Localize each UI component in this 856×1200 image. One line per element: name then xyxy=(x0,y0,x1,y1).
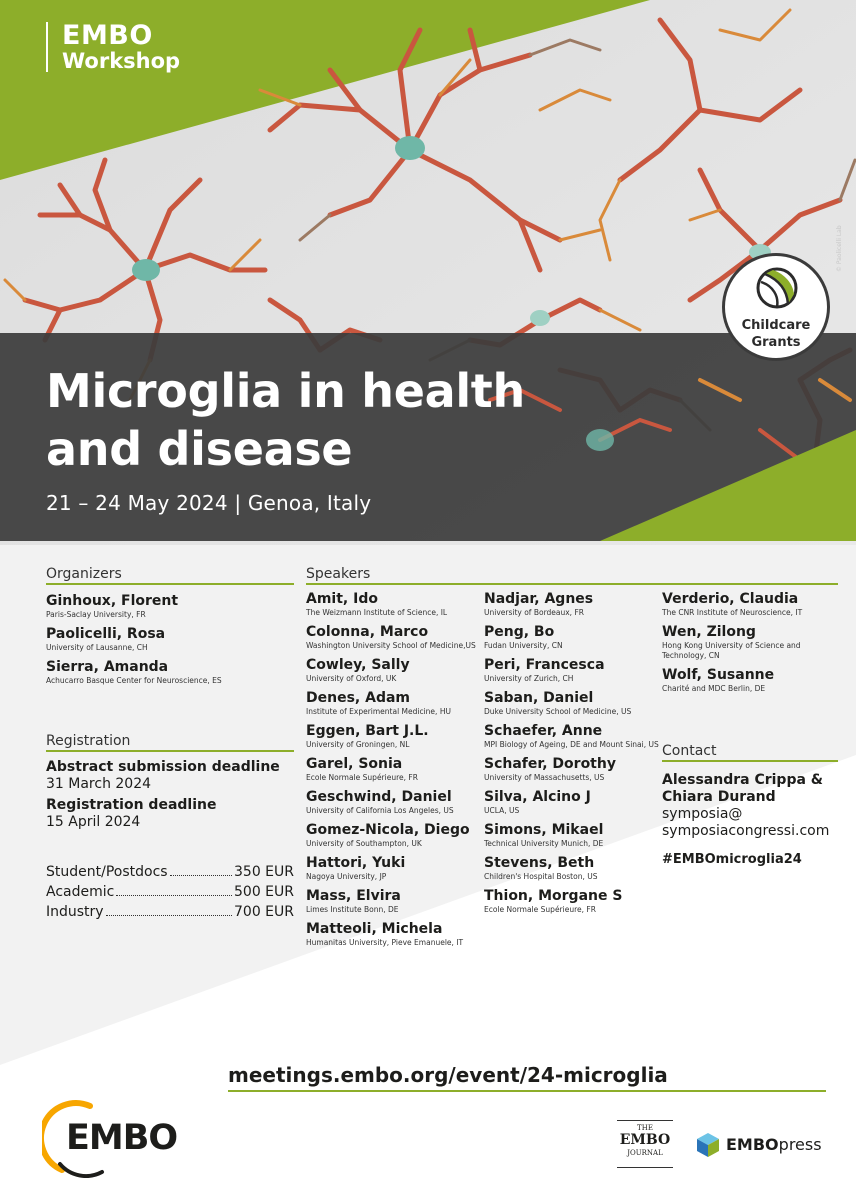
fee-row xyxy=(46,902,294,922)
workshop-tag xyxy=(46,22,180,72)
organizer-name: Ginhoux, Florent xyxy=(46,593,179,609)
speaker-affiliation: Children's Hospital Boston, US xyxy=(484,872,598,881)
registration-deadline-label: Registration deadline xyxy=(46,797,217,813)
fee-row xyxy=(46,882,294,902)
speaker-name: Wolf, Susanne xyxy=(662,667,775,683)
speaker-affiliation: University of Bordeaux, FR xyxy=(484,608,584,617)
speaker-item xyxy=(484,624,660,651)
workshop-label: Workshop xyxy=(62,49,181,74)
speaker-item xyxy=(306,855,482,882)
speaker-item xyxy=(306,624,482,651)
speaker-affiliation: University of Groningen, NL xyxy=(306,740,410,749)
journal-embo: EMBO xyxy=(619,1132,671,1148)
ball-icon xyxy=(755,266,799,310)
speaker-item xyxy=(484,756,660,783)
speakers-heading: Speakers xyxy=(306,566,838,585)
embo-press-logo xyxy=(694,1131,824,1159)
contact-email-line-2[interactable]: symposiacongressi.com xyxy=(662,823,830,839)
childcare-label-1: Childcare xyxy=(741,318,811,333)
press-light: press xyxy=(778,1135,822,1154)
embo-press-cube-icon xyxy=(694,1131,722,1159)
abstract-deadline-label: Abstract submission deadline xyxy=(46,759,280,775)
fee-amount: 700 EUR xyxy=(234,904,294,920)
embo-press-text xyxy=(726,1135,822,1154)
embo-journal-logo xyxy=(617,1120,673,1168)
speaker-name: Gomez-Nicola, Diego xyxy=(306,822,470,838)
registration-heading: Registration xyxy=(46,733,294,752)
fee-label: Academic xyxy=(46,884,115,900)
speaker-item xyxy=(306,690,482,717)
speaker-affiliation: Charité and MDC Berlin, DE xyxy=(662,684,766,693)
dot-leader xyxy=(170,875,232,876)
press-bold: EMBO xyxy=(726,1135,779,1154)
speaker-affiliation: Hong Kong University of Science and Technology, CN xyxy=(662,641,801,660)
speaker-affiliation: University of Oxford, UK xyxy=(306,674,397,683)
registration-section xyxy=(46,733,294,835)
organizer-name: Sierra, Amanda xyxy=(46,659,169,675)
date-location: 21 – 24 May 2024 | Genoa, Italy xyxy=(46,491,372,515)
contact-names-1: Alessandra Crippa & xyxy=(662,772,824,788)
speaker-item xyxy=(306,921,482,948)
speaker-name: Saban, Daniel xyxy=(484,690,594,706)
speaker-name: Nadjar, Agnes xyxy=(484,591,594,607)
speaker-affiliation: Humanitas University, Pieve Emanuele, IT xyxy=(306,938,464,947)
contact-heading: Contact xyxy=(662,743,838,762)
event-title xyxy=(46,362,666,478)
contact-section xyxy=(662,743,838,867)
speakers-column-3 xyxy=(662,591,838,700)
abstract-deadline-date: 31 March 2024 xyxy=(46,776,152,792)
fee-amount: 500 EUR xyxy=(234,884,294,900)
speaker-name: Eggen, Bart J.L. xyxy=(306,723,429,739)
speaker-affiliation: The CNR Institute of Neuroscience, IT xyxy=(662,608,803,617)
speaker-affiliation: UCLA, US xyxy=(484,806,520,815)
event-url-link[interactable]: meetings.embo.org/event/24-microglia xyxy=(228,1063,668,1087)
speaker-item xyxy=(484,789,660,816)
speaker-name: Geschwind, Daniel xyxy=(306,789,452,805)
dot-leader xyxy=(106,915,232,916)
speaker-affiliation: University of Zurich, CH xyxy=(484,674,574,683)
speaker-name: Denes, Adam xyxy=(306,690,410,706)
fee-table xyxy=(46,862,294,922)
speaker-item xyxy=(306,657,482,684)
organizers-heading: Organizers xyxy=(46,566,294,585)
speaker-affiliation: The Weizmann Institute of Science, IL xyxy=(306,608,448,617)
registration-deadline-date: 15 April 2024 xyxy=(46,814,141,830)
speaker-name: Simons, Mikael xyxy=(484,822,604,838)
organizer-affiliation: University of Lausanne, CH xyxy=(46,643,148,652)
childcare-label-2: Grants xyxy=(751,335,801,350)
organizer-item xyxy=(46,593,294,620)
organizer-item xyxy=(46,659,294,686)
speaker-item xyxy=(306,756,482,783)
speaker-item xyxy=(484,591,660,618)
speaker-item xyxy=(484,657,660,684)
speaker-item xyxy=(662,667,838,694)
organizer-name: Paolicelli, Rosa xyxy=(46,626,166,642)
speaker-item xyxy=(484,855,660,882)
speaker-name: Amit, Ido xyxy=(306,591,378,607)
speaker-affiliation: University of California Los Angeles, US xyxy=(306,806,454,815)
speaker-item xyxy=(662,624,838,661)
speaker-name: Hattori, Yuki xyxy=(306,855,406,871)
speaker-item xyxy=(306,789,482,816)
contact-email[interactable] xyxy=(662,806,838,840)
speaker-item xyxy=(306,723,482,750)
speaker-name: Peri, Francesca xyxy=(484,657,605,673)
speaker-item xyxy=(484,690,660,717)
organizer-affiliation: Achucarro Basque Center for Neuroscience, ES xyxy=(46,676,222,685)
speaker-affiliation: Nagoya University, JP xyxy=(306,872,387,881)
dot-leader xyxy=(116,895,232,896)
fee-amount: 350 EUR xyxy=(234,864,294,880)
fee-row xyxy=(46,862,294,882)
speaker-item xyxy=(306,822,482,849)
organizer-affiliation: Paris-Saclay University, FR xyxy=(46,610,146,619)
speaker-affiliation: Duke University School of Medicine, US xyxy=(484,707,632,716)
fee-label: Industry xyxy=(46,904,104,920)
speaker-affiliation: University of Massachusetts, US xyxy=(484,773,605,782)
speaker-affiliation: Ecole Normale Supérieure, FR xyxy=(306,773,418,782)
speaker-name: Matteoli, Michela xyxy=(306,921,443,937)
organizers-section xyxy=(46,566,294,692)
workshop-embo-label: EMBO xyxy=(62,20,153,51)
speaker-name: Stevens, Beth xyxy=(484,855,595,871)
speaker-name: Schaefer, Anne xyxy=(484,723,603,739)
speaker-item xyxy=(306,888,482,915)
speaker-affiliation: Technical University Munich, DE xyxy=(484,839,604,848)
speaker-name: Cowley, Sally xyxy=(306,657,410,673)
speaker-name: Verderio, Claudia xyxy=(662,591,799,607)
speaker-item xyxy=(484,723,660,750)
speaker-affiliation: Fudan University, CN xyxy=(484,641,563,650)
embo-logo-text: EMBO xyxy=(66,1118,178,1158)
contact-names-2: Chiara Durand xyxy=(662,789,776,805)
speaker-affiliation: Washington University School of Medicine,US xyxy=(306,641,476,650)
speaker-name: Thion, Morgane S xyxy=(484,888,623,904)
organizer-item xyxy=(46,626,294,653)
journal-the: THE xyxy=(637,1124,653,1132)
title-line-1: Microglia in health xyxy=(46,364,525,418)
journal-word: JOURNAL xyxy=(627,1149,663,1157)
title-line-2: and disease xyxy=(46,422,353,476)
speaker-item xyxy=(306,591,482,618)
speaker-name: Garel, Sonia xyxy=(306,756,403,772)
speaker-affiliation: University of Southampton, UK xyxy=(306,839,422,848)
speaker-name: Wen, Zilong xyxy=(662,624,756,640)
speaker-item xyxy=(484,888,660,915)
speaker-affiliation: Institute of Experimental Medicine, HU xyxy=(306,707,451,716)
speaker-affiliation: Limes Institute Bonn, DE xyxy=(306,905,399,914)
speaker-name: Silva, Alcino J xyxy=(484,789,591,805)
speaker-affiliation: Ecole Normale Supérieure, FR xyxy=(484,905,596,914)
speaker-item xyxy=(662,591,838,618)
speaker-name: Mass, Elvira xyxy=(306,888,401,904)
speaker-name: Schafer, Dorothy xyxy=(484,756,616,772)
speakers-column-2 xyxy=(484,591,660,921)
speaker-item xyxy=(484,822,660,849)
speaker-affiliation: MPI Biology of Ageing, DE and Mount Sinai, US xyxy=(484,740,659,749)
speaker-name: Peng, Bo xyxy=(484,624,555,640)
event-hashtag: #EMBOmicroglia24 xyxy=(662,852,802,867)
event-url-bar xyxy=(228,1063,826,1092)
contact-email-line-1[interactable]: symposia@ xyxy=(662,806,743,822)
speakers-column-1 xyxy=(306,591,482,954)
image-credit: © Paolicelli Lab xyxy=(836,225,843,272)
childcare-grants-badge xyxy=(722,253,830,361)
fee-label: Student/Postdocs xyxy=(46,864,168,880)
embo-logo xyxy=(42,1098,192,1178)
speakers-header xyxy=(306,566,838,585)
speaker-name: Colonna, Marco xyxy=(306,624,429,640)
